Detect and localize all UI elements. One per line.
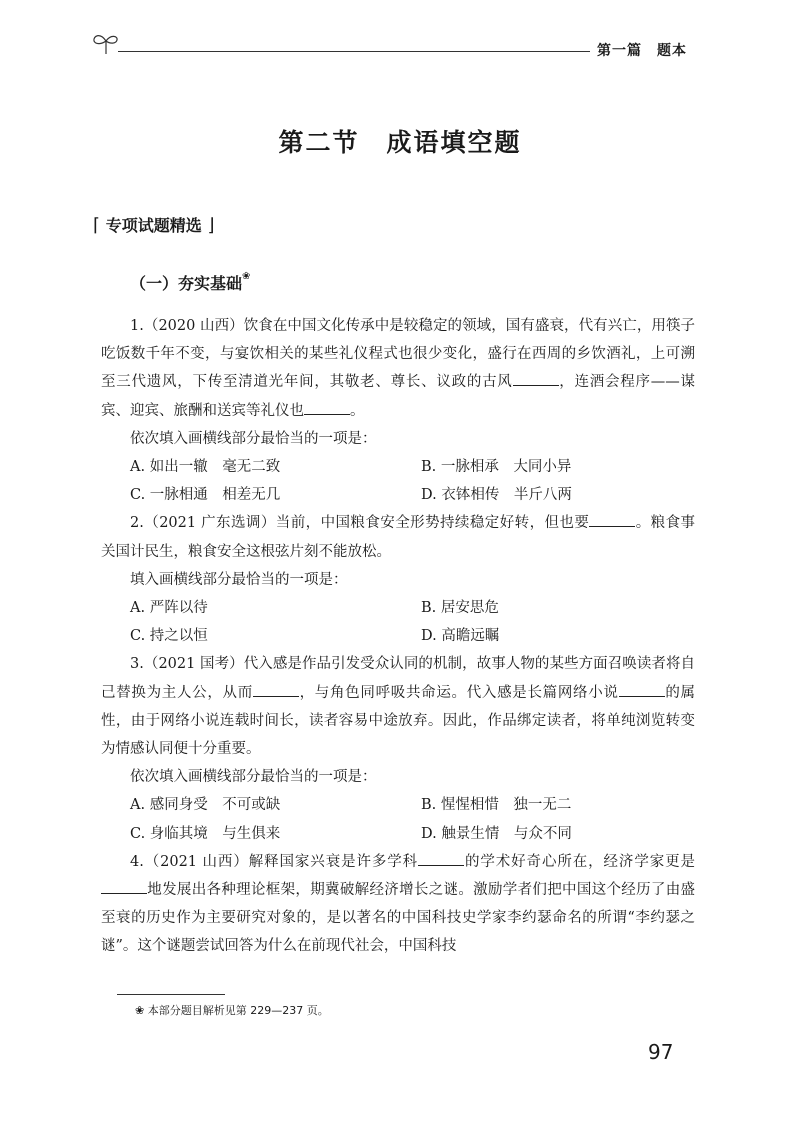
option-d: D. 触景生情 与众不同 [421, 825, 572, 842]
option-row [101, 594, 695, 622]
question-3-text [101, 650, 695, 763]
option-c: C. 持之以恒 [130, 628, 208, 645]
subsection-title [130, 271, 250, 294]
corner-bracket-close: ⌋ [201, 215, 215, 236]
question-prompt: 填入画横线部分最恰当的一项是： [130, 571, 348, 588]
running-title: 第一篇 题本 [597, 43, 687, 59]
text-line: 2.（2021 广东选调）当前，中国粮食安全形势持续稳定好转，但也要 [130, 515, 590, 532]
text-line: 粮食事关国计民生，粮食安全这根弦片刻不能放松。 [101, 515, 696, 560]
option-row [101, 453, 695, 481]
text-line: ，与角色同呼吸共命运。代入感是长篇网络小 [298, 684, 604, 701]
text-line: 连酒会程序——谋宾、迎宾、旅酬和送宾等礼仪也 [101, 374, 696, 419]
text-line: 3.（2021 国考）代入感是作品引发受众认同的机制，故事人物的某些方面召唤读 [130, 656, 652, 673]
text-line: 。 [635, 515, 651, 532]
option-row [101, 481, 695, 509]
option-row [101, 820, 695, 848]
option-c: C. 一脉相通 相差无几 [130, 487, 281, 504]
section-title: 第二节 成语填空题 [278, 128, 522, 157]
footnote-text: 本部分题目解析见第 229—237 页。 [147, 1004, 329, 1017]
flower-note-icon: ❀ [242, 270, 251, 282]
text-line: 1.（2020 山西）饮食在中国文化传承中是较稳定的领域，国有盛衰，代有兴亡， [130, 318, 652, 334]
text-line: 读者，将单纯浏览转变为情感认同便十分重要。 [101, 712, 696, 758]
option-a: A. 感同身受 不可或缺 [130, 797, 281, 814]
text-line: 瑟命名的所谓“李约瑟之谜”。这个谜题尝试回答为什么在前现代社会，中国科技 [101, 910, 695, 955]
answer-blank [418, 851, 464, 866]
corner-bracket-open: ⌈ [93, 215, 106, 236]
text-line: 地发展出各种理论框架，期冀破解经济增长之谜。激励学者们把中国 [147, 882, 592, 899]
option-b: B. 一脉相承 大同小异 [421, 459, 572, 476]
question-prompt: 依次填入画横线部分最恰当的一项是： [130, 769, 377, 786]
answer-blank [619, 682, 665, 697]
option-c: C. 身临其境 与生俱来 [130, 825, 281, 842]
text-line: ， [558, 374, 575, 391]
question-1-text [101, 312, 695, 425]
option-a: A. 严阵以待 [130, 600, 208, 617]
block-title-text: 专项试题精选 [105, 216, 202, 235]
text-line: 。 [350, 402, 365, 419]
header-rule [118, 51, 590, 52]
option-d: D. 高瞻远瞩 [421, 628, 500, 645]
text-line: 家更是 [649, 853, 696, 870]
question-prompt: 依次填入画横线部分最恰当的一项是： [130, 430, 377, 447]
answer-blank [253, 682, 299, 697]
text-line: 说 [603, 684, 619, 701]
flower-note-icon: ❀ [135, 1004, 145, 1017]
answer-blank [513, 371, 559, 386]
option-b: B. 居安思危 [421, 600, 499, 617]
subsection-title-text: （一）夯实基础 [130, 274, 243, 293]
block-title [93, 213, 215, 236]
text-line: 的属性，由于网络小说连载时间长，读者容易中途放弃。因此，作品绑定 [101, 684, 696, 729]
text-line: 用筷子吃饭数千年不变，与宴饮相关的某些礼仪程式也很少变化，盛行在西周的乡饮 [101, 318, 696, 363]
option-row [101, 791, 695, 819]
sprout-icon [90, 30, 122, 56]
option-b: B. 惺惺相惜 独一无二 [421, 797, 572, 814]
option-a: A. 如出一辙 毫无二致 [130, 459, 281, 476]
answer-blank [304, 400, 350, 415]
text-line: 者将自己替换为主人公，从而 [101, 656, 696, 701]
page-number: 97 [648, 1040, 674, 1064]
answer-blank [101, 879, 147, 894]
footnote-rule [117, 994, 225, 995]
text-line: 酒礼，上可溯至三代遗风，下传至清道光年间，其敬老、尊长、议政的古风 [101, 346, 695, 391]
text-line: 这个经历了由盛至衰的历史作为主要研究对象的，是以著名的中国科技史学家李约 [101, 882, 696, 927]
question-4-text [101, 848, 695, 961]
option-row [101, 622, 695, 650]
question-2-text [101, 509, 695, 565]
text-line: 4.（2021 山西）解释国家兴衰是许多学科 [130, 853, 419, 870]
text-line: 的学术好奇心所在，经济学 [464, 853, 650, 870]
question-list [101, 312, 695, 961]
answer-blank [589, 512, 635, 527]
option-d: D. 衣钵相传 半斤八两 [421, 487, 572, 504]
footnote [135, 1002, 329, 1018]
